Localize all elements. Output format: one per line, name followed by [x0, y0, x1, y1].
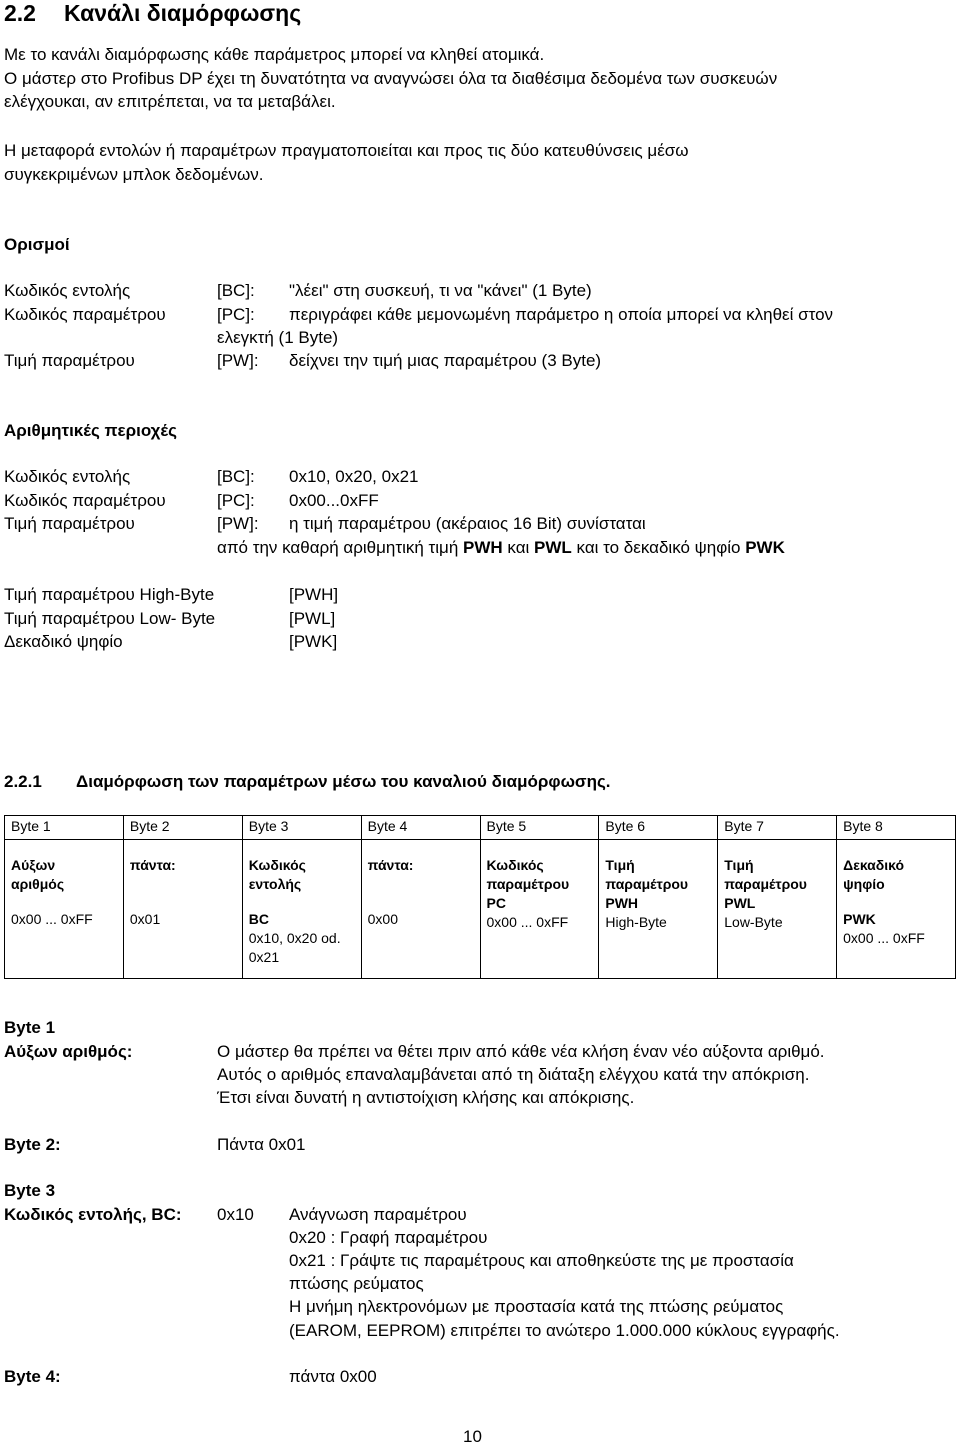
definition-desc-cont: ελεγκτή (1 Byte) [217, 328, 339, 347]
range-code: [PC]: [217, 491, 255, 510]
ranges-heading: Αριθμητικές περιοχές [4, 421, 177, 440]
intro-line: ελέγχουκαι, αν επιτρέπεται, να τα μεταβάλει. [4, 92, 336, 111]
cell-value: 0x00 ... 0xFF [486, 914, 569, 930]
range-extra-term: Τιμή παραμέτρου High-Byte [4, 585, 215, 604]
intro-line: Ο μάστερ στο Profibus DP έχει τη δυνατότητα να αναγνώσει όλα τα διαθέσιμα δεδομένα των συσκευών [4, 69, 778, 88]
cell-value: PWK [843, 911, 876, 927]
byte1-desc: Ο μάστερ θα πρέπει να θέτει πριν από κάθε νέα κλήση έναν νέο αύξοντα αριθμό. [217, 1042, 825, 1061]
cell-title: PC [486, 895, 506, 911]
byte-table [4, 815, 956, 979]
byte3-title: Byte 3 [4, 1181, 56, 1200]
pw-text: και [502, 538, 535, 557]
definition-desc: περιγράφει κάθε μεμονωμένη παράμετρο η οποία μπορεί να κληθεί στον [289, 305, 834, 324]
pw-text: και το δεκαδικό ψηφίο [571, 538, 746, 557]
range-term: Κωδικός παραμέτρου [4, 491, 166, 510]
byte1-label: Αύξων αριθμός: [4, 1042, 133, 1061]
cell-value: 0x01 [129, 911, 161, 927]
subsection-title: Διαμόρφωση των παραμέτρων μέσω του καναλιού διαμόρφωσης. [76, 772, 611, 791]
byte3-desc: (EAROM, EEPROM) επιτρέπει το ανώτερο 1.000.000 κύκλους εγγραφής. [289, 1321, 840, 1340]
byte4-label: Byte 4: [4, 1367, 61, 1386]
cell-title: παραμέτρου [486, 876, 570, 892]
cell-value: Low-Byte [724, 914, 783, 930]
definition-term: Κωδικός παραμέτρου [4, 305, 166, 324]
header-cell: Byte 1 [5, 816, 124, 840]
definition-code: [PC]: [217, 305, 255, 324]
byte3-label: Κωδικός εντολής, BC: [4, 1205, 182, 1224]
header-cell: Byte 6 [599, 816, 718, 840]
cell-title: εντολής [248, 876, 302, 892]
section-number: 2.2 [4, 0, 36, 26]
cell-value: 0x21 [248, 949, 280, 965]
section-title: Κανάλι διαμόρφωσης [64, 0, 302, 26]
header-cell: Byte 7 [718, 816, 837, 840]
range-term: Κωδικός εντολής [4, 467, 131, 486]
pwl-label: PWL [534, 538, 572, 557]
header-cell: Byte 8 [837, 816, 956, 840]
cell-title: PWH [605, 895, 639, 911]
byte2-value: Πάντα 0x01 [217, 1135, 306, 1154]
byte3-desc: 0x20 : Γραφή παραμέτρου [289, 1228, 488, 1247]
cell-value: BC [248, 911, 269, 927]
definition-code: [BC]: [217, 281, 255, 300]
byte3-desc: Ανάγνωση παραμέτρου [289, 1205, 467, 1224]
byte1-title: Byte 1 [4, 1018, 56, 1037]
range-desc: η τιμή παραμέτρου (ακέραιος 16 Bit) συνίσταται [289, 514, 646, 533]
byte-cell [480, 840, 599, 979]
range-desc-cont [217, 538, 785, 558]
byte4-value: πάντα 0x00 [289, 1367, 377, 1386]
page-number: 10 [463, 1427, 482, 1446]
definition-desc: δείχνει την τιμή μιας παραμέτρου (3 Byte) [289, 351, 602, 370]
table-row [5, 840, 956, 979]
cell-title: πάντα: [129, 857, 176, 873]
cell-title: παραμέτρου [605, 876, 689, 892]
range-desc: 0x10, 0x20, 0x21 [289, 467, 419, 486]
definition-term: Τιμή παραμέτρου [4, 351, 135, 370]
definition-code: [PW]: [217, 351, 259, 370]
byte-cell [599, 840, 718, 979]
pw-text: από την καθαρή αριθμητική τιμή [217, 538, 463, 557]
byte2-label: Byte 2: [4, 1135, 61, 1154]
cell-title: παραμέτρου [724, 876, 807, 892]
range-extra-term: Τιμή παραμέτρου Low- Byte [4, 609, 216, 628]
intro-line: Η μεταφορά εντολών ή παραμέτρων πραγματοποιείται και προς τις δύο κατευθύνσεις μέσω [4, 141, 689, 160]
header-cell: Byte 3 [242, 816, 361, 840]
cell-title: Κωδικός [248, 857, 306, 873]
byte-cell [837, 840, 956, 979]
byte-cell [123, 840, 242, 979]
definition-desc: "λέει" στη συσκευή, τι να "κάνει" (1 Byte) [289, 281, 592, 300]
cell-title: Κωδικός [486, 857, 544, 873]
pwh-label: PWH [463, 538, 503, 557]
cell-title: Τιμή [724, 857, 754, 873]
byte-cell [5, 840, 124, 979]
header-cell: Byte 5 [480, 816, 599, 840]
cell-value: High-Byte [605, 914, 667, 930]
range-code: [PW]: [217, 514, 259, 533]
intro-line: Με το κανάλι διαμόρφωσης κάθε παράμετρος μπορεί να κληθεί ατομικά. [4, 45, 545, 64]
intro-line: συγκεκριμένων μπλοκ δεδομένων. [4, 165, 264, 184]
range-extra-code: [PWH] [289, 585, 339, 604]
table-header-row [5, 816, 956, 840]
cell-value: 0x00 ... 0xFF [843, 930, 925, 946]
header-cell: Byte 4 [361, 816, 480, 840]
range-extra-code: [PWK] [289, 632, 338, 651]
byte3-desc: Η μνήμη ηλεκτρονόμων με προστασία κατά της πτώσης ρεύματος [289, 1297, 784, 1316]
definitions-heading: Ορισμοί [4, 235, 70, 254]
byte-cell [242, 840, 361, 979]
byte-cell [361, 840, 480, 979]
cell-value: 0x10, 0x20 od. [248, 930, 341, 946]
range-code: [BC]: [217, 467, 255, 486]
cell-title: Δεκαδικό [843, 857, 905, 873]
byte3-desc: 0x21 : Γράψτε τις παραμέτρους και αποθηκεύστε της με προστασία [289, 1251, 794, 1270]
cell-title: ψηφίο [843, 876, 885, 892]
range-desc: 0x00...0xFF [289, 491, 379, 510]
byte3-desc: πτώσης ρεύματος [289, 1274, 424, 1293]
range-term: Τιμή παραμέτρου [4, 514, 135, 533]
definition-term: Κωδικός εντολής [4, 281, 131, 300]
cell-value: 0x00 ... 0xFF [11, 911, 93, 927]
byte1-desc: Έτσι είναι δυνατή η αντιστοίχιση κλήσης και απόκρισης. [217, 1088, 635, 1107]
range-extra-term: Δεκαδικό ψηφίο [4, 632, 123, 651]
byte3-code: 0x10 [217, 1205, 254, 1224]
cell-title: αριθμός [11, 876, 65, 892]
cell-title: πάντα: [367, 857, 414, 873]
cell-value: 0x00 [367, 911, 398, 927]
byte1-desc: Αυτός ο αριθμός επαναλαμβάνεται από τη διάταξη ελέγχου κατά την απόκριση. [217, 1065, 810, 1084]
pwk-label: PWK [745, 538, 785, 557]
header-cell: Byte 2 [123, 816, 242, 840]
byte-cell [718, 840, 837, 979]
cell-title: PWL [724, 895, 756, 911]
cell-title: Αύξων [11, 857, 56, 873]
subsection-number: 2.2.1 [4, 772, 42, 791]
cell-title: Τιμή [605, 857, 635, 873]
range-extra-code: [PWL] [289, 609, 336, 628]
